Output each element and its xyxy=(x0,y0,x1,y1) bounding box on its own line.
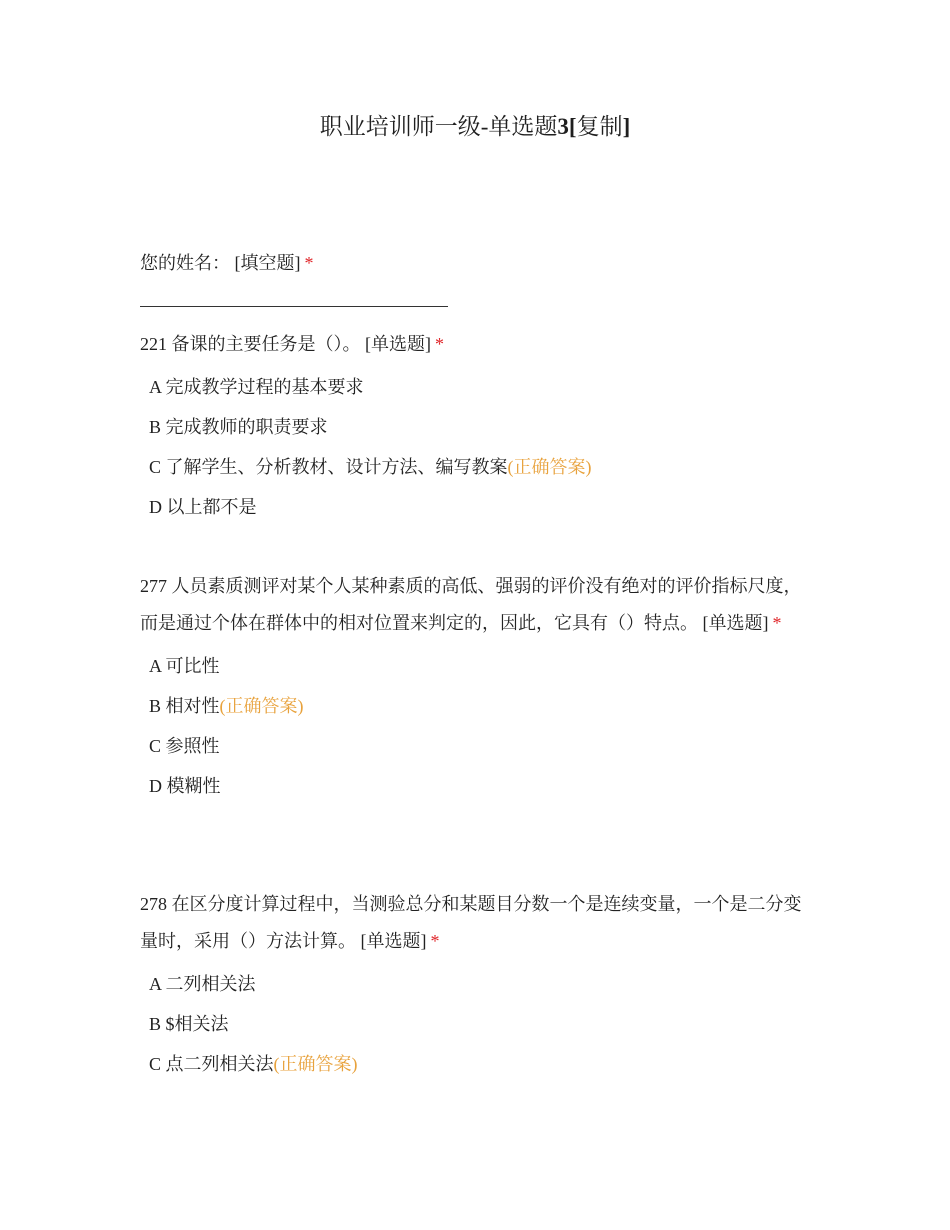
question-type: [填空题] xyxy=(234,253,301,273)
option-letter: C xyxy=(149,736,162,756)
title-number: 3[ xyxy=(557,114,577,139)
correct-answer-tag: (正确答案) xyxy=(273,1054,358,1074)
option-b[interactable] xyxy=(140,686,810,726)
option-list xyxy=(140,646,810,806)
option-c[interactable] xyxy=(140,1044,810,1084)
option-letter: D xyxy=(149,776,162,796)
option-text: 以上都不是 xyxy=(166,497,257,517)
name-input-line[interactable] xyxy=(140,306,448,307)
option-c[interactable] xyxy=(140,447,810,487)
option-letter: C xyxy=(149,457,162,477)
option-letter: B xyxy=(149,1014,162,1034)
title-bracket-close: ] xyxy=(622,114,631,139)
option-text: 了解学生、分析教材、设计方法、编写教案 xyxy=(165,457,508,477)
required-mark: * xyxy=(430,931,440,951)
option-d[interactable] xyxy=(140,487,810,527)
option-text: 模糊性 xyxy=(166,776,221,796)
option-list xyxy=(140,367,810,527)
option-text: 点二列相关法 xyxy=(165,1054,274,1074)
question-type: [单选题] xyxy=(702,613,769,633)
option-text: 二列相关法 xyxy=(165,974,256,994)
option-a[interactable] xyxy=(140,964,810,1004)
option-letter: C xyxy=(149,1054,162,1074)
question-221 xyxy=(140,326,810,527)
question-body: 221 备课的主要任务是（）。 xyxy=(140,334,361,354)
question-text xyxy=(140,568,810,642)
question-278 xyxy=(140,886,810,1084)
title-copy-tag: 复制 xyxy=(576,114,623,139)
option-letter: B xyxy=(149,696,162,716)
option-d[interactable] xyxy=(140,766,810,806)
question-text xyxy=(140,886,810,960)
option-a[interactable] xyxy=(140,646,810,686)
option-c[interactable] xyxy=(140,726,810,766)
option-text: 可比性 xyxy=(165,656,220,676)
option-text: 参照性 xyxy=(165,736,220,756)
required-mark: * xyxy=(772,613,782,633)
required-mark: * xyxy=(435,334,444,354)
option-list xyxy=(140,964,810,1084)
question-text xyxy=(140,245,810,282)
correct-answer-tag: (正确答案) xyxy=(219,696,304,716)
question-type: [单选题] xyxy=(360,931,427,951)
option-a[interactable] xyxy=(140,367,810,407)
option-text: 完成教师的职责要求 xyxy=(165,417,328,437)
option-letter: B xyxy=(149,417,162,437)
option-b[interactable] xyxy=(140,1004,810,1044)
question-text xyxy=(140,326,810,363)
correct-answer-tag: (正确答案) xyxy=(507,457,592,477)
option-b[interactable] xyxy=(140,407,810,447)
name-question xyxy=(140,245,810,307)
option-letter: A xyxy=(149,656,162,676)
option-text: 相对性 xyxy=(165,696,220,716)
required-mark: * xyxy=(304,253,314,273)
question-277 xyxy=(140,568,810,806)
question-label: 您的姓名： xyxy=(140,253,230,273)
question-body: 278 在区分度计算过程中，当测验总分和某题目分数一个是连续变量，一个是二分变量时，采用（）方法计算。 xyxy=(140,894,802,951)
option-text: 完成教学过程的基本要求 xyxy=(165,377,364,397)
option-letter: A xyxy=(149,377,162,397)
question-type: [单选题] xyxy=(365,334,431,354)
page-title xyxy=(0,112,950,142)
title-main: 职业培训师一级-单选题 xyxy=(319,114,558,139)
question-body: 277 人员素质测评对某个人某种素质的高低、强弱的评价没有绝对的评价指标尺度，而是通过个体在群体中的相对位置来判定的，因此，它具有（）特点。 xyxy=(140,576,802,633)
option-letter: A xyxy=(149,974,162,994)
option-text: $相关法 xyxy=(165,1014,229,1034)
option-letter: D xyxy=(149,497,162,517)
